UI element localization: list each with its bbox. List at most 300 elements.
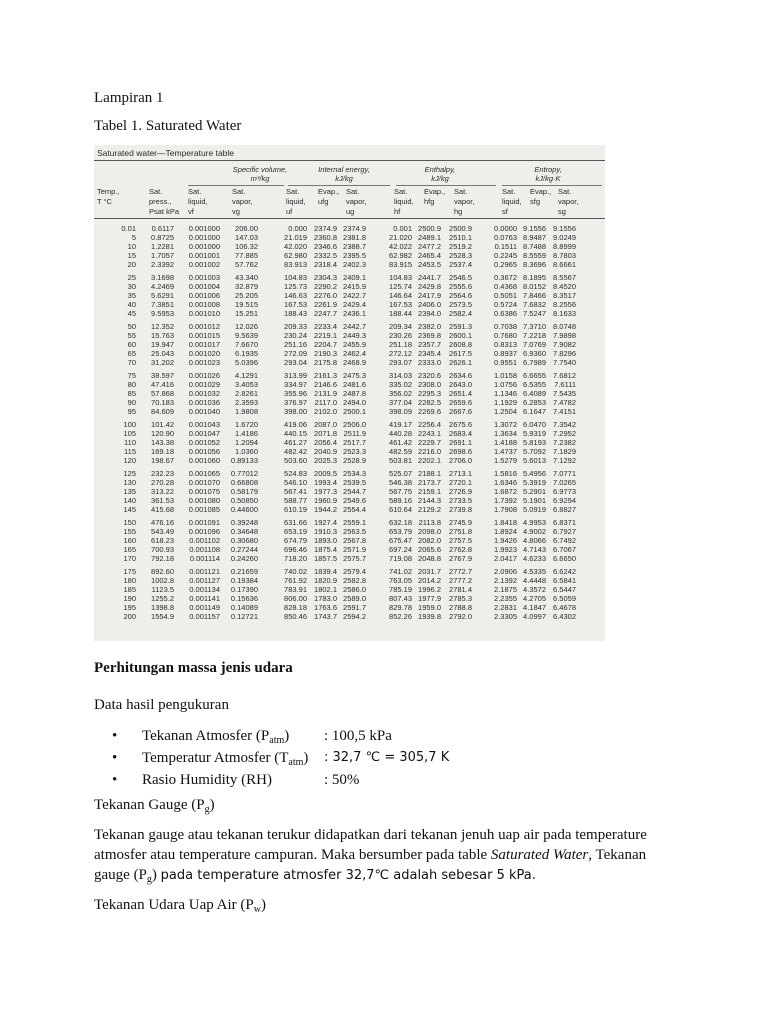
table-cell: 476.16 — [151, 518, 174, 527]
table-cell: 2594.2 — [343, 612, 366, 621]
table-cell: 230.26 — [389, 331, 412, 340]
table-cell: 806.00 — [284, 594, 307, 603]
table-cell: 2308.0 — [418, 380, 441, 389]
table-cell: 461.27 — [284, 438, 307, 447]
table-cell: 2.3593 — [235, 398, 258, 407]
table-cell: 1893.0 — [314, 536, 337, 545]
table-cell: 0.001023 — [188, 358, 220, 367]
table-cell: 2792.0 — [449, 612, 472, 621]
table-cell: 2733.5 — [449, 496, 472, 505]
table-cell: 146.63 — [284, 291, 307, 300]
bullet-icon: • — [112, 772, 118, 788]
table-cell: 2.3392 — [151, 260, 174, 269]
temperature-cell: 55 — [127, 331, 136, 340]
table-cell: 2406.0 — [418, 300, 441, 309]
table-cell: 1996.2 — [418, 585, 441, 594]
table-cell: 631.66 — [284, 518, 307, 527]
table-cell: 1.0756 — [494, 380, 517, 389]
table-cell: 4.9002 — [523, 527, 546, 536]
table-cell: 6.4302 — [553, 612, 576, 621]
table-cell: 0.001032 — [188, 389, 220, 398]
table-cell: 415.68 — [151, 505, 174, 514]
table-cell: 2788.8 — [449, 603, 472, 612]
table-cell: 2441.7 — [418, 273, 441, 282]
table-cell: 2537.4 — [449, 260, 472, 269]
table-cell: 4.3572 — [523, 585, 546, 594]
table-cell: 1.1346 — [494, 389, 517, 398]
table-cell: 7.6832 — [523, 300, 546, 309]
table-cell: 1.0360 — [235, 447, 258, 456]
table-cell: 1977.3 — [314, 487, 337, 496]
table-cell: 2546.5 — [449, 273, 472, 282]
table-cell: 2409.1 — [343, 273, 366, 282]
table-cell: 2216.0 — [418, 447, 441, 456]
table-cell: 2175.8 — [314, 358, 337, 367]
column-header: Sat. liquid, vf — [188, 187, 208, 216]
table-cell: 7.8296 — [553, 349, 576, 358]
table-cell: 0.17390 — [230, 585, 258, 594]
table-cell: 1820.9 — [314, 576, 337, 585]
table-cell: 0.8937 — [494, 349, 517, 358]
table-cell: 6.5841 — [553, 576, 576, 585]
table-cell: 2204.7 — [314, 340, 337, 349]
table-cell: 783.91 — [284, 585, 307, 594]
table-cell: 4.5335 — [523, 567, 546, 576]
table-cell: 1.4737 — [494, 447, 517, 456]
table-cell: 2388.7 — [343, 242, 366, 251]
table-cell: 32.879 — [235, 282, 258, 291]
bullet-icon: • — [112, 728, 118, 744]
table-cell: 4.4448 — [523, 576, 546, 585]
temperature-cell: 10 — [127, 242, 136, 251]
table-cell: 567.41 — [284, 487, 307, 496]
table-cell: 503.60 — [284, 456, 307, 465]
table-cell: 198.67 — [151, 456, 174, 465]
table-cell: 25.205 — [235, 291, 258, 300]
table-cell: 2528.3 — [449, 251, 472, 260]
table-cell: 1.7057 — [151, 251, 174, 260]
temperature-cell: 140 — [123, 496, 136, 505]
table-cell: 0.14089 — [230, 603, 258, 612]
table-cell: 7.0265 — [553, 478, 576, 487]
table-cell: 2422.7 — [343, 291, 366, 300]
table-cell: 8.9487 — [523, 233, 546, 242]
temperature-cell: 115 — [124, 447, 136, 456]
table-cell: 8.8999 — [553, 242, 576, 251]
table-cell: 0.000 — [288, 224, 307, 233]
table-cell: 2745.9 — [449, 518, 472, 527]
table-cell: 5.3919 — [523, 478, 546, 487]
table-cell: 0.001008 — [188, 300, 220, 309]
temperature-cell: 35 — [127, 291, 136, 300]
table-cell: 31.202 — [151, 358, 174, 367]
table-cell: 792.18 — [151, 554, 174, 563]
table-cell: 0.0000 — [494, 224, 517, 233]
table-cell: 1.2504 — [494, 407, 517, 416]
table-cell: 7.7540 — [553, 358, 576, 367]
column-header: Sat. liquid, hf — [394, 187, 414, 216]
table-cell: 7.5247 — [523, 309, 546, 318]
group-rule — [396, 185, 496, 186]
table-cell: 12.026 — [235, 322, 258, 331]
table-cell: 1763.6 — [314, 603, 337, 612]
table-cell: 1.0158 — [494, 371, 517, 380]
table-cell: 104.83 — [284, 273, 307, 282]
table-cell: 2781.4 — [449, 585, 472, 594]
table-cell: 9.1556 — [553, 224, 576, 233]
table-cell: 2188.1 — [418, 469, 441, 478]
table-cell: 42.022 — [389, 242, 412, 251]
table-cell: 2369.8 — [418, 331, 441, 340]
table-cell: 4.0997 — [523, 612, 546, 621]
table-cell: 313.99 — [284, 371, 307, 380]
table-cell: 1123.5 — [151, 585, 174, 594]
table-cell: 0.6386 — [494, 309, 517, 318]
table-cell: 2634.6 — [449, 371, 472, 380]
table-cell: 2346.6 — [314, 242, 337, 251]
table-cell: 6.7067 — [553, 545, 576, 554]
table-cell: 761.92 — [284, 576, 307, 585]
table-cell: 2591.3 — [449, 322, 472, 331]
page-heading: Lampiran 1 — [94, 90, 164, 106]
table-cell: 1.7392 — [494, 496, 517, 505]
table-cell: 5.6291 — [151, 291, 174, 300]
table-cell: 125.74 — [389, 282, 412, 291]
header-bottom-rule — [94, 218, 605, 219]
table-cell: 0.001000 — [188, 242, 220, 251]
table-cell: 0.001134 — [189, 585, 220, 594]
table-cell: 2739.8 — [449, 505, 472, 514]
table-cell: 2117.0 — [314, 398, 337, 407]
temperature-cell: 45 — [127, 309, 136, 318]
table-cell: 270.28 — [151, 478, 174, 487]
table-cell: 2.1392 — [494, 576, 517, 585]
table-cell: 0.66808 — [230, 478, 258, 487]
table-cell: 4.9953 — [523, 518, 546, 527]
table-cell: 7.3851 — [151, 300, 174, 309]
table-cell: 0.001047 — [188, 429, 220, 438]
table-cell: 2031.7 — [418, 567, 441, 576]
table-cell: 2065.6 — [418, 545, 441, 554]
table-cell: 2500.1 — [343, 407, 366, 416]
table-cell: 588.77 — [284, 496, 307, 505]
table-cell: 1910.3 — [314, 527, 337, 536]
temperature-cell: 50 — [127, 322, 136, 331]
table-cell: 850.46 — [284, 612, 307, 621]
table-cell: 1783.0 — [314, 594, 337, 603]
table-cell: 741.02 — [389, 567, 412, 576]
column-header: Evap., ufg — [318, 187, 340, 206]
table-cell: 0.001000 — [188, 224, 220, 233]
table-cell: 2360.8 — [314, 233, 337, 242]
table-cell: 503.81 — [389, 456, 412, 465]
temperature-cell: 75 — [127, 371, 136, 380]
temperature-cell: 25 — [127, 273, 136, 282]
column-header: Sat. press., Psat kPa — [149, 187, 180, 216]
table-cell: 7.2952 — [553, 429, 576, 438]
table-cell: 2014.2 — [418, 576, 441, 585]
table-cell: 2554.4 — [343, 505, 366, 514]
table-cell: 2563.5 — [343, 527, 366, 536]
gauge-paragraph-line-2: atmosfer atau temperature campuran. Maka bersumber pada table Saturated Water, Tekanan — [94, 847, 647, 863]
table-cell: 2144.3 — [418, 496, 441, 505]
table-cell: 2762.8 — [449, 545, 472, 554]
table-cell: 0.001127 — [189, 576, 220, 585]
table-cell: 1939.8 — [418, 612, 441, 621]
table-cell: 2395.5 — [343, 251, 366, 260]
temperature-cell: 20 — [127, 260, 136, 269]
table-cell: 2573.5 — [449, 300, 472, 309]
table-cell: 0.001017 — [188, 340, 220, 349]
table-cell: 2374.9 — [343, 224, 366, 233]
table-cell: 6.7927 — [553, 527, 576, 536]
table-cell: 2785.3 — [449, 594, 472, 603]
table-cell: 2659.6 — [449, 398, 472, 407]
column-header: Sat. vapor, ug — [346, 187, 367, 216]
table-cell: 6.5059 — [553, 594, 576, 603]
table-cell: 482.59 — [389, 447, 412, 456]
table-cell: 7.9898 — [553, 331, 576, 340]
table-cell: 0.7038 — [494, 322, 517, 331]
temperature-cell: 0.01 — [121, 224, 136, 233]
table-cell: 4.2469 — [151, 282, 174, 291]
table-cell: 2751.8 — [449, 527, 472, 536]
group-entropy: Entropy, kJ/kg·K — [534, 165, 562, 183]
table-cell: 251.18 — [389, 340, 412, 349]
table-cell: 0.001065 — [188, 469, 220, 478]
table-cell: 2777.2 — [449, 576, 472, 585]
table-cell: 0.27244 — [230, 545, 258, 554]
table-cell: 6.2853 — [523, 398, 546, 407]
table-cell: 8.5559 — [523, 251, 546, 260]
table-cell: 0.001026 — [188, 371, 220, 380]
table-cell: 1.4188 — [494, 438, 517, 447]
temperature-cell: 85 — [127, 389, 136, 398]
table-cell: 42.020 — [284, 242, 307, 251]
table-cell: 0.1511 — [494, 242, 517, 251]
table-cell: 15.251 — [235, 309, 258, 318]
table-cell: 2229.7 — [418, 438, 441, 447]
table-cell: 4.7143 — [523, 545, 546, 554]
table-cell: 5.0396 — [235, 358, 258, 367]
table-cell: 6.4678 — [553, 603, 576, 612]
table-cell: 2544.7 — [343, 487, 366, 496]
table-cell: 763.05 — [389, 576, 412, 585]
table-cell: 1.2094 — [235, 438, 258, 447]
table-cell: 1839.4 — [314, 567, 337, 576]
table-cell: 2567.8 — [343, 536, 366, 545]
table-cell: 9.1556 — [523, 224, 546, 233]
table-cell: 2381.8 — [343, 233, 366, 242]
table-cell: 3.1698 — [151, 273, 174, 282]
table-cell: 0.9551 — [494, 358, 517, 367]
table-cell: 4.1291 — [235, 371, 258, 380]
table-cell: 62.980 — [284, 251, 307, 260]
temperature-cell: 135 — [123, 487, 136, 496]
table-cell: 356.02 — [389, 389, 412, 398]
table-cell: 0.001080 — [188, 496, 220, 505]
group-internal-energy: Internal energy, kJ/kg — [318, 165, 370, 183]
table-cell: 2345.4 — [418, 349, 441, 358]
table-cell: 398.09 — [389, 407, 412, 416]
table-cell: 0.5724 — [494, 300, 517, 309]
table-cell: 0.001012 — [188, 322, 220, 331]
table-cell: 206.00 — [235, 224, 258, 233]
table-cell: 4.8066 — [523, 536, 546, 545]
table-cell: 2129.2 — [418, 505, 441, 514]
table-cell: 1.3072 — [494, 420, 517, 429]
table-cell: 1875.4 — [314, 545, 337, 554]
table-cell: 125.73 — [284, 282, 307, 291]
table-cell: 7.1829 — [553, 447, 576, 456]
scan-table-title: Saturated water—Temperature table — [97, 148, 235, 158]
table-cell: 8.3517 — [553, 291, 576, 300]
table-cell: 0.001000 — [188, 233, 220, 242]
temperature-cell: 30 — [127, 282, 136, 291]
table-cell: 398.00 — [284, 407, 307, 416]
table-cell: 2146.6 — [314, 380, 337, 389]
table-cell: 2462.4 — [343, 349, 366, 358]
table-cell: 1.9808 — [235, 407, 258, 416]
gauge-paragraph-line-3: gauge $(P_g)$ pada temperature atmosfer 32,7℃ adalah sebesar 5 kPa. — [94, 867, 536, 885]
temperature-cell: 100 — [123, 420, 136, 429]
table-cell: 1977.9 — [418, 594, 441, 603]
table-cell: 376.97 — [284, 398, 307, 407]
table-cell: 334.97 — [284, 380, 307, 389]
column-header: Evap., hfg — [424, 187, 446, 206]
table-cell: 1993.4 — [314, 478, 337, 487]
table-cell: 2564.6 — [449, 291, 472, 300]
table-cell: 84.609 — [151, 407, 174, 416]
table-cell: 7.6111 — [554, 380, 576, 389]
table-cell: 419.17 — [389, 420, 412, 429]
table-cell: 632.18 — [389, 518, 412, 527]
gauge-heading: Tekanan Gauge $(P_g)$ — [94, 797, 215, 815]
table-cell: 2449.3 — [343, 331, 366, 340]
table-cell: 0.001141 — [189, 594, 220, 603]
measurement-value: : 100,5 kPa — [324, 728, 392, 744]
table-cell: 7.3710 — [523, 322, 546, 331]
table-cell: 543.49 — [151, 527, 174, 536]
table-cell: 293.04 — [284, 358, 307, 367]
table-cell: 1554.9 — [151, 612, 174, 621]
table-cell: 209.34 — [389, 322, 412, 331]
table-cell: 2.0906 — [494, 567, 517, 576]
table-cell: 2489.1 — [418, 233, 441, 242]
table-cell: 8.1895 — [523, 273, 546, 282]
table-cell: 5.2901 — [523, 487, 546, 496]
table-cell: 2582.4 — [449, 309, 472, 318]
table-cell: 2048.8 — [418, 554, 441, 563]
table-cell: 169.18 — [151, 447, 174, 456]
column-header: Sat. liquid, uf — [286, 187, 306, 216]
table-cell: 2455.9 — [343, 340, 366, 349]
saturated-water-table-image — [94, 145, 605, 641]
table-cell: 6.6242 — [553, 567, 576, 576]
table-cell: 9.5953 — [151, 309, 174, 318]
table-cell: 589.16 — [389, 496, 412, 505]
table-cell: 807.43 — [389, 594, 412, 603]
table-cell: 0.50850 — [230, 496, 258, 505]
table-cell: 2510.1 — [449, 233, 472, 242]
table-cell: 0.77012 — [230, 469, 258, 478]
table-cell: 2304.3 — [314, 273, 337, 282]
table-cell: 2256.4 — [418, 420, 441, 429]
table-cell: 2276.0 — [314, 291, 337, 300]
table-cell: 21.019 — [284, 233, 307, 242]
temperature-cell: 130 — [123, 478, 136, 487]
table-cell: 2402.3 — [343, 260, 366, 269]
column-header: Evap., sfg — [530, 187, 552, 206]
table-cell: 1.6346 — [494, 478, 517, 487]
table-cell: 653.19 — [284, 527, 307, 536]
table-cell: 2600.1 — [449, 331, 472, 340]
table-cell: 2559.1 — [343, 518, 366, 527]
table-cell: 8.2556 — [553, 300, 576, 309]
table-cell: 2539.5 — [343, 478, 366, 487]
table-cell: 15.763 — [151, 331, 174, 340]
table-cell: 7.6812 — [553, 371, 576, 380]
table-cell: 4.2705 — [523, 594, 546, 603]
table-cell: 2429.8 — [418, 282, 441, 291]
table-cell: 335.02 — [389, 380, 412, 389]
table-cell: 8.5567 — [553, 273, 576, 282]
table-cell: 2436.1 — [343, 309, 366, 318]
table-cell: 146.64 — [389, 291, 412, 300]
table-cell: 5.7092 — [523, 447, 546, 456]
table-cell: 313.22 — [151, 487, 174, 496]
measurement-value: : 32,7 ℃ = 305,7 K — [324, 750, 450, 765]
table-cell: 461.42 — [389, 438, 412, 447]
temperature-cell: 120 — [123, 456, 136, 465]
table-cell: 785.19 — [389, 585, 412, 594]
table-cell: 2261.9 — [314, 300, 337, 309]
table-cell: 4.1847 — [523, 603, 546, 612]
table-cell: 1959.0 — [418, 603, 441, 612]
table-cell: 0.001060 — [188, 456, 220, 465]
table-cell: 8.0152 — [523, 282, 546, 291]
table-cell: 0.001 — [393, 224, 412, 233]
column-header: Sat. vapor, hg — [454, 187, 475, 216]
column-header: Sat. vapor, sg — [558, 187, 579, 216]
temperature-cell: 80 — [127, 380, 136, 389]
table-cell: 546.38 — [389, 478, 412, 487]
table-cell: 2243.1 — [418, 429, 441, 438]
table-cell: 6.1935 — [235, 349, 258, 358]
temperature-cell: 105 — [123, 429, 136, 438]
table-cell: 104.83 — [389, 273, 412, 282]
table-cell: 272.09 — [284, 349, 307, 358]
table-cell: 5.0919 — [523, 505, 546, 514]
temperature-cell: 185 — [123, 585, 136, 594]
table-cell: 0.2965 — [494, 260, 517, 269]
table-cell: 653.79 — [389, 527, 412, 536]
temperature-cell: 175 — [123, 567, 136, 576]
table-cell: 0.001108 — [189, 545, 220, 554]
bullet-icon: • — [112, 750, 118, 766]
table-cell: 6.1647 — [523, 407, 546, 416]
table-cell: 0.44600 — [230, 505, 258, 514]
table-cell: 2571.9 — [343, 545, 366, 554]
table-cell: 106.32 — [235, 242, 258, 251]
table-cell: 2442.7 — [343, 322, 366, 331]
table-cell: 0.8725 — [151, 233, 174, 242]
table-cell: 610.64 — [389, 505, 412, 514]
temperature-cell: 150 — [123, 518, 136, 527]
group-specific-volume: Specific volume, m³/kg — [232, 165, 288, 183]
table-cell: 7.3542 — [553, 420, 576, 429]
table-cell: 2113.8 — [418, 518, 441, 527]
